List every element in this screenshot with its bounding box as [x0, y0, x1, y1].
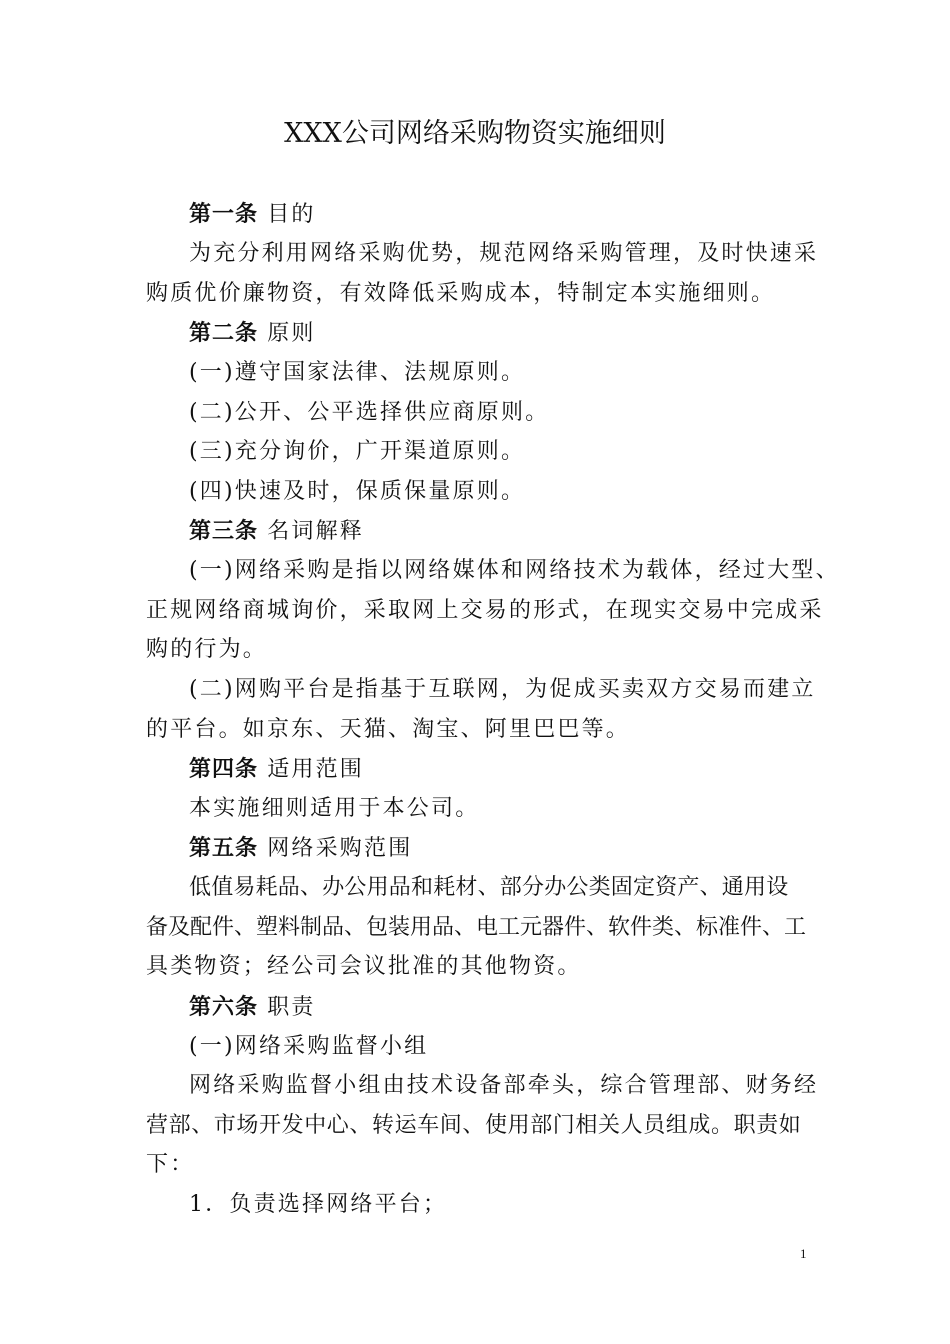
paragraph-line: 为充分利用网络采购优势，规范网络采购管理，及时快速采: [189, 241, 819, 266]
list-item: (四)快速及时，保质保量原则。: [189, 479, 526, 504]
paragraph-line: 本实施细则适用于本公司。: [189, 796, 480, 821]
paragraph-line: 备及配件、塑料制品、包装用品、电工元器件、软件类、标准件、工: [146, 915, 807, 940]
paragraph-line: 下：: [146, 1152, 195, 1177]
article-heading: [189, 316, 316, 351]
article-number: 第六条: [189, 994, 259, 1020]
page-title: XXX公司网络采购物资实施细则: [284, 118, 666, 149]
paragraph-line: 营部、市场开发中心、转运车间、使用部门相关人员组成。职责如: [146, 1113, 802, 1138]
paragraph-line: 网络采购监督小组由技术设备部牵头，综合管理部、财务经: [189, 1073, 819, 1098]
article-topic: 职责: [258, 995, 316, 1020]
paragraph-line: 具类物资；经公司会议批准的其他物资。: [146, 954, 582, 979]
article-number: 第五条: [189, 835, 259, 861]
list-item: 1．负责选择网络平台；: [189, 1192, 448, 1217]
paragraph-line: 的平台。如京东、天猫、淘宝、阿里巴巴等。: [146, 717, 631, 742]
article-heading: [189, 990, 316, 1025]
paragraph-line: 购的行为。: [146, 637, 268, 662]
list-item: (二)公开、公平选择供应商原则。: [189, 400, 550, 425]
paragraph-line: (二)网购平台是指基于互联网，为促成买卖双方交易而建立: [189, 677, 816, 702]
article-heading: [189, 197, 316, 232]
article-heading: [189, 831, 412, 866]
article-topic: 目的: [258, 202, 316, 227]
article-topic: 网络采购范围: [258, 836, 413, 861]
paragraph-line: 购质优价廉物资，有效降低采购成本，特制定本实施细则。: [146, 281, 776, 306]
article-number: 第二条: [189, 320, 259, 346]
paragraph-line: (一)网络采购是指以网络媒体和网络技术为载体，经过大型、: [189, 558, 840, 583]
paragraph-line: 低值易耗品、办公用品和耗材、部分办公类固定资产、通用设: [189, 875, 789, 900]
list-item: (一)遵守国家法律、法规原则。: [189, 360, 526, 385]
page-number: 1: [800, 1246, 807, 1261]
list-item: (三)充分询价，广开渠道原则。: [189, 439, 526, 464]
article-topic: 名词解释: [258, 519, 365, 544]
article-heading: [189, 752, 364, 787]
article-number: 第三条: [189, 518, 259, 544]
article-topic: 原则: [258, 321, 316, 346]
article-number: 第一条: [189, 201, 259, 227]
article-heading: [189, 514, 364, 549]
article-number: 第四条: [189, 756, 259, 782]
list-item: (一)网络采购监督小组: [189, 1034, 429, 1059]
paragraph-line: 正规网络商城询价，采取网上交易的形式，在现实交易中完成采: [146, 598, 824, 623]
article-topic: 适用范围: [258, 757, 365, 782]
